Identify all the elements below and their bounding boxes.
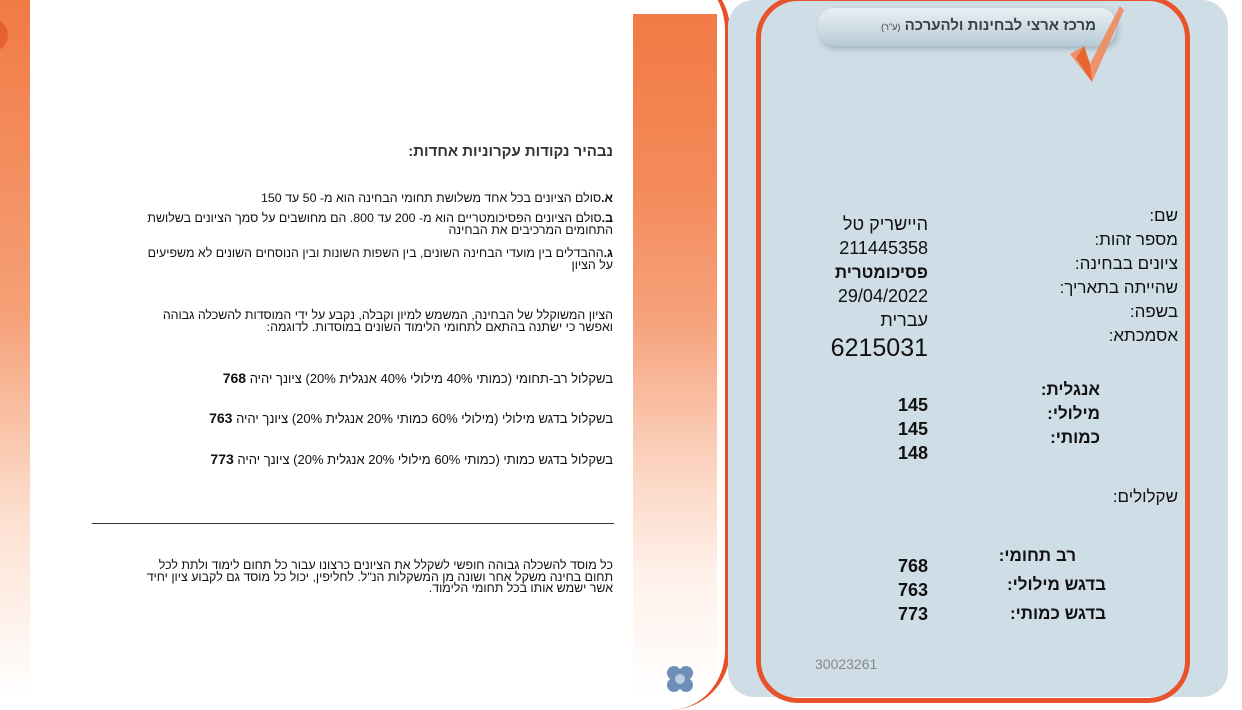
point-c-line1: ההבדלים בין מועדי הבחינה השונים, בין השפות השונות ובין הנוסחים השונים לא משפיעים — [147, 246, 604, 260]
exam-value: פסיכומטרית — [834, 263, 928, 282]
left-decorative-strip — [0, 0, 30, 697]
exam-label: ציונים בבחינה: — [1074, 254, 1178, 273]
serial-number: 30023261 — [815, 656, 878, 672]
reference-value: 6215031 — [830, 334, 928, 362]
middle-orange-arc — [650, 0, 730, 710]
date-label: שהייתה בתאריך: — [1059, 278, 1178, 297]
example-row — [223, 371, 613, 386]
point-c-marker: ג. — [603, 246, 613, 260]
divider-line — [92, 523, 614, 524]
check-mark-icon — [1066, 2, 1126, 84]
footnote-line2: תחום בחינה משקל אחר ושונה מן המשקלות הנ"ל. לחליפין, יכול כל מוסד גם לקבוע ציון יחיד — [146, 569, 613, 584]
example-row — [210, 452, 613, 467]
example-row — [209, 411, 613, 426]
point-c — [148, 248, 613, 271]
point-a-marker: א. — [601, 191, 613, 205]
domain-score: 148 — [897, 443, 928, 463]
language-label: בשפה: — [1129, 302, 1178, 321]
weighting-label: רב תחומי: — [998, 546, 1076, 565]
logo-title: מרכז ארצי לבחינות ולהערכה — [904, 17, 1096, 34]
name-value: היישריק טל — [842, 214, 928, 234]
point-b-line2: התחומים המרכיבים את הבחינה — [448, 222, 613, 237]
example-score: 773 — [210, 451, 234, 467]
point-c-line2: על הציון — [571, 257, 613, 272]
id-label: מספר זהות: — [1094, 230, 1178, 249]
weighting-score: 768 — [897, 556, 928, 576]
weighted-para-line2: ואפשר כי ישתנה בהתאם לתחומי הלימוד השונים במוסדות. לדוגמה: — [266, 319, 613, 334]
footnote-line1: כל מוסד להשכלה גבוהה חופשי לשקלל את הציונים כרצונו עבור כל תחום לימוד ולתת לכל — [158, 558, 613, 572]
weighted-score-paragraph — [163, 310, 613, 333]
certificate-frame — [756, 0, 1190, 703]
weighting-label: בדגש מילולי: — [1007, 575, 1106, 594]
domain-score: 145 — [897, 395, 928, 415]
id-value: 211445358 — [839, 238, 928, 258]
weighting-score: 763 — [897, 580, 928, 600]
point-a-text: סולם הציונים בכל אחד משלושת תחומי הבחינה הוא מ- 50 עד 150 — [261, 191, 602, 205]
point-b-marker: ב. — [601, 211, 613, 225]
footnote-paragraph — [147, 560, 613, 595]
weightings-title: שקלולים: — [1112, 487, 1178, 506]
footnote-line3: אשר ישמש אותו בכל תחומי הלימוד. — [428, 581, 613, 595]
weighting-score: 773 — [897, 604, 928, 624]
weighting-label: בדגש כמותי: — [1009, 604, 1106, 623]
point-b — [147, 213, 613, 236]
date-value: 29/04/2022 — [837, 286, 928, 306]
point-b-line1: סולם הציונים הפסיכומטריים הוא מ- 200 עד 800. הם מחושבים על סמך הציונים בשלושת — [147, 211, 602, 225]
example-score: 768 — [222, 370, 247, 386]
weighted-para-line1: הציון המשוקלל של הבחינה, המשמש למיון וקבלה, נקבע על ידי המוסדות להשכלה גבוהה — [162, 308, 613, 322]
reference-label: אסמכתא: — [1108, 326, 1178, 345]
domain-score: 145 — [897, 419, 928, 439]
example-text: בשקלול בדגש מילולי (מילולי 60% כמותי 20% אנגלית 20%) ציונך יהיה — [236, 411, 613, 426]
logo-abbr: (ע"ר) — [881, 22, 901, 32]
domain-label: אנגלית: — [1040, 380, 1100, 399]
logo-text — [881, 17, 1096, 34]
domain-label: מילולי: — [1047, 404, 1100, 423]
flower-icon — [663, 662, 697, 696]
name-label: שם: — [1149, 206, 1178, 225]
point-a — [261, 193, 613, 205]
domain-label: כמותי: — [1050, 428, 1100, 447]
example-text: בשקלול בדגש כמותי (כמותי 60% מילולי 20% אנגלית 20%) ציונך יהיה — [237, 452, 613, 467]
section-heading: נבהיר נקודות עקרוניות אחדות: — [408, 143, 613, 160]
example-score: 763 — [209, 410, 233, 426]
left-strip-tab — [0, 18, 8, 52]
language-value: עברית — [880, 310, 928, 330]
example-text: בשקלול רב-תחומי (כמותי 40% מילולי 40% אנגלית 20%) ציונך יהיה — [249, 371, 613, 386]
